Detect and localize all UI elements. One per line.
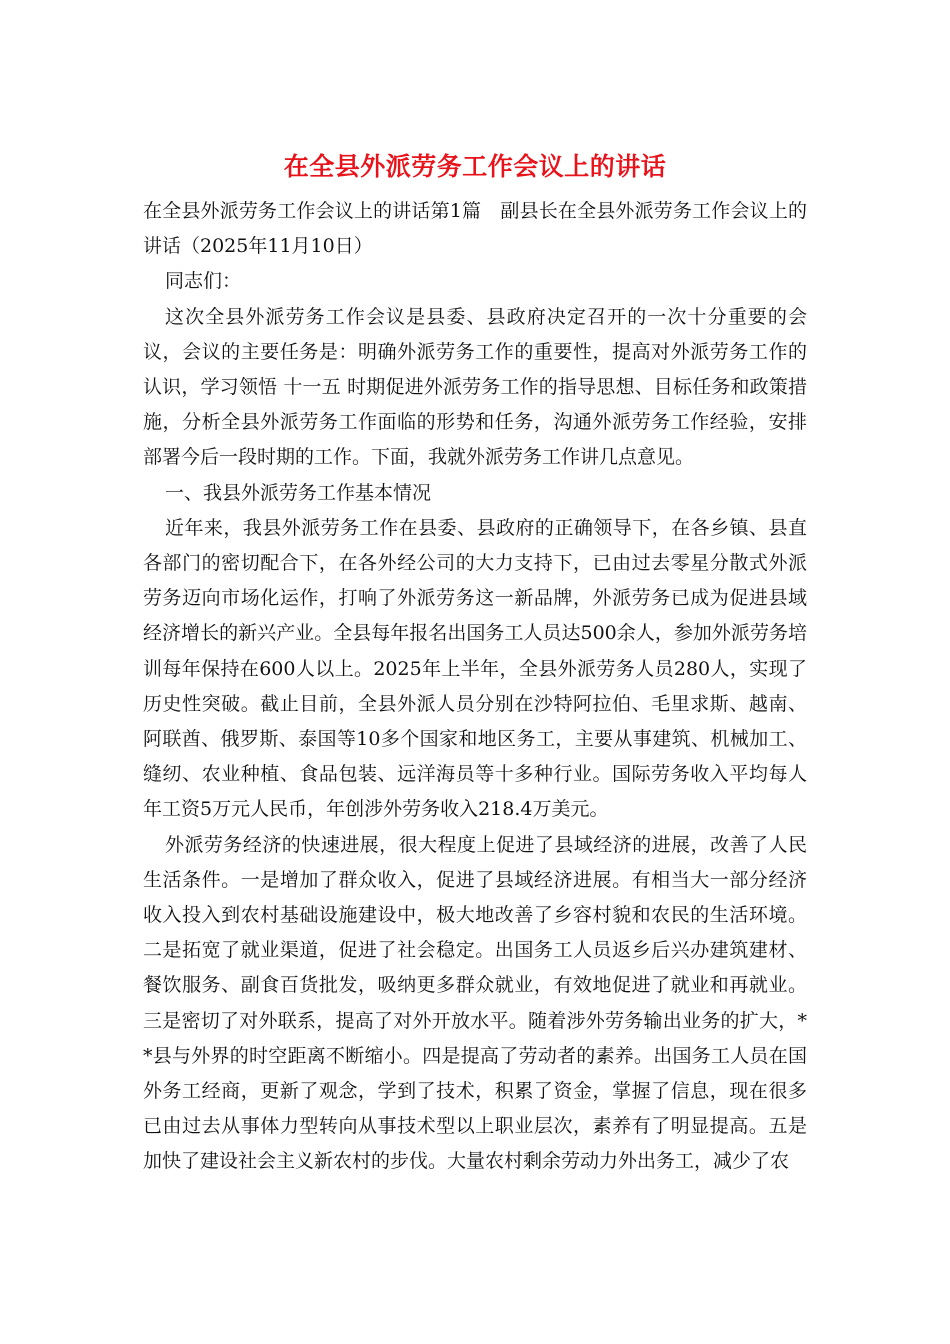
body-paragraph: 外派劳务经济的快速进展，很大程度上促进了县域经济的进展，改善了人民生活条件。一是增加了群众收入，促进了县域经济进展。有相当大一部分经济收入投入到农村基础设施建设中，极大地改善了乡容村貌和农民的生活环境。二是拓宽了就业渠道，促进了社会稳定。出国务工人员返乡后兴办建筑建材、餐饮服务、副食百货批发，吸纳更多群众就业，有效地促进了就业和再就业。三是密切了对外联系，提高了对外开放水平。随着涉外劳务输出业务的扩大，**县与外界的时空距离不断缩小。四是提高了劳动者的素养。出国务工人员在国外务工经商，更新了观念，学到了技术，积累了资金，掌握了信息，现在很多已由过去从事体力型转向从事技术型以上职业层次，素养有了明显提高。五是加快了建设社会主义新农村的步伐。大量农村剩余劳动力外出务工，减少了农 <box>143 833 807 1173</box>
document-subtitle: 在全县外派劳务工作会议上的讲话第1篇 副县长在全县外派劳务工作会议上的讲话（2025年11月10日） <box>143 200 807 258</box>
section-heading: 一、我县外派劳务工作基本情况 <box>165 481 432 504</box>
body-paragraph: 这次全县外派劳务工作会议是县委、县政府决定召开的一次十分重要的会议，会议的主要任务是：明确外派劳务工作的重要性，提高对外派劳务工作的认识，学习领悟 十一五 时期促进外派劳务工作的指导思想、目标任务和政策措施，分析全县外派劳务工作面临的形势和任务，沟通外派劳务工作经验，安排部署今后一段时期的工作。下面，我就外派劳务工作讲几点意见。 <box>143 305 807 469</box>
document-title: 在全县外派劳务工作会议上的讲话 <box>283 152 667 181</box>
document-body <box>143 194 807 1180</box>
body-paragraph: 近年来，我县外派劳务工作在县委、县政府的正确领导下，在各乡镇、县直各部门的密切配合下，在各外经公司的大力支持下，已由过去零星分散式外派劳务迈向市场化运作，打响了外派劳务这一新品牌，外派劳务已成为促进县域经济增长的新兴产业。全县每年报名出国务工人员达500余人，参加外派劳务培训每年保持在600人以上。2025年上半年，全县外派劳务人员280人，实现了历史性突破。截止目前，全县外派人员分别在沙特阿拉伯、毛里求斯、越南、阿联酋、俄罗斯、泰国等10多个国家和地区务工，主要从事建筑、机械加工、缝纫、农业种植、食品包装、远洋海员等十多种行业。国际劳务收入平均每人年工资5万元人民币，年创涉外劳务收入218.4万美元。 <box>143 516 807 821</box>
salutation: 同志们： <box>165 270 242 293</box>
